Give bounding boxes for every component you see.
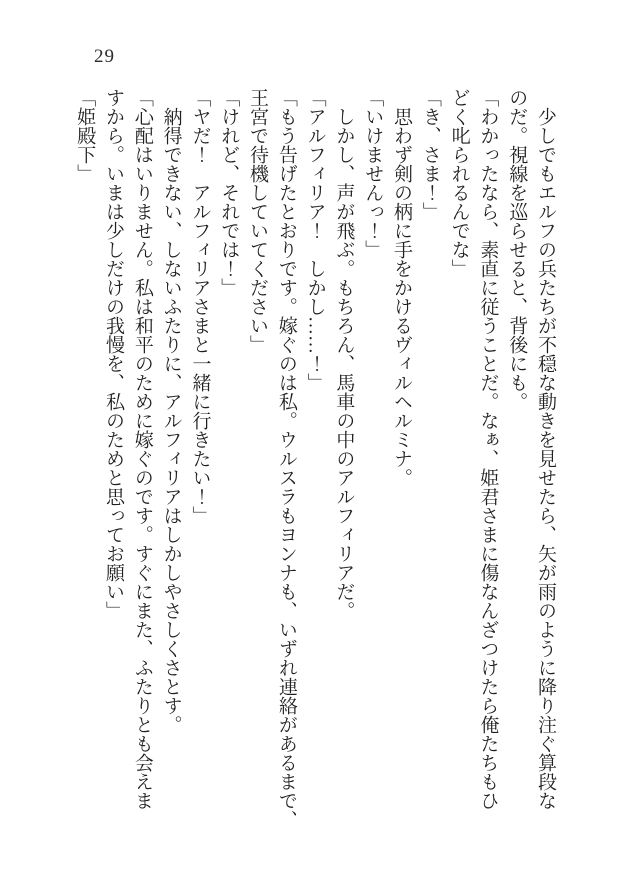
text-line: 「ヤだ！ アルフィリアさまと一緒に行きたい！」 — [189, 88, 211, 525]
text-line: 納得できない、しないふたりに、アルフィリアはしかしやさしくさとす。 — [160, 107, 182, 734]
text-line: 思わず剣の柄に手をかけるヴィルヘルミナ。 — [391, 107, 413, 487]
text-line: 「もう告げたとおりです。嫁ぐのは私。ウルスラもヨンナも、いずれ連絡があるまで、 — [275, 88, 297, 829]
text-line: すから。いまは少しだけの我慢を、私のためと思ってお願い」 — [103, 88, 125, 620]
text-line: しかし、声が飛ぶ。もちろん、馬車の中のアルフィリアだ。 — [333, 107, 355, 620]
text-line: 「姫殿下」 — [74, 88, 96, 183]
text-line: 「心配はいりません。私は和平のために嫁ぐのです。すぐにまた、ふたりとも会えま — [131, 88, 153, 810]
text-line: 「わかったなら、素直に従うことだ。なぁ、姫君さまに傷なんざつけたら俺たちもひ — [477, 88, 499, 810]
text-line: 「けれど、それでは！」 — [218, 88, 240, 297]
text-line: 王宮で待機していてください」 — [247, 88, 269, 354]
text-line: 少しでもエルフの兵たちが不穏な動きを見せたら、矢が雨のように降り注ぐ算段な — [535, 107, 556, 810]
text-line: 「アルフィリア！ しかし……！」 — [304, 88, 326, 392]
text-line: 「いけませんっ！」 — [362, 88, 384, 259]
body-text — [67, 88, 559, 860]
page-number: 29 — [94, 46, 115, 67]
text-line: 「き、さま！」 — [419, 88, 441, 221]
text-line: のだ。視線を巡らせると、背後にも。 — [506, 88, 528, 411]
text-line: どく叱られるんでな」 — [448, 88, 470, 278]
